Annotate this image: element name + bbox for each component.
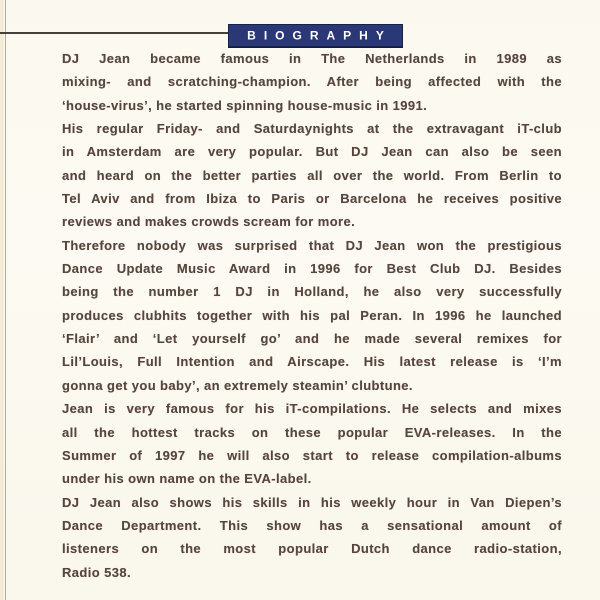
text-line: ‘house-virus’, he started spinning house-music in 1991. — [62, 97, 428, 113]
text-line: mixing- and scratching-champion. After being affected with the — [62, 74, 562, 90]
text-line: His regular Friday- and Saturdaynights at the extravagant iT-club — [62, 121, 562, 137]
biography-title: BIOGRAPHY — [247, 28, 392, 42]
text-line: under his own name on the EVA-label. — [62, 471, 312, 487]
text-line: produces clubhits together with his pal Peran. In 1996 he launched — [62, 307, 562, 323]
text-line: Dance Update Music Award in 1996 for Best Club DJ. Besides — [62, 261, 562, 277]
text-line: Therefore nobody was surprised that DJ Jean won the prestigious — [62, 237, 562, 253]
page-edge-strip — [0, 0, 4, 600]
text-line: Summer of 1997 he will also start to release compilation-albums — [62, 447, 562, 463]
biography-header — [228, 24, 403, 47]
header-rule — [0, 32, 230, 34]
text-line: Jean is very famous for his iT-compilations. He selects and mixes — [62, 401, 562, 417]
text-line: in Amsterdam are very popular. But DJ Jean can also be seen — [62, 144, 562, 160]
text-line: all the hottest tracks on these popular EVA-releases. In the — [62, 424, 562, 440]
text-line: Lil’Louis, Full Intention and Airscape. His latest release is ‘I’m — [62, 354, 562, 370]
text-line: listeners on the most popular Dutch dance radio-station, — [62, 541, 562, 557]
text-line: reviews and makes crowds scream for more. — [62, 214, 356, 230]
text-line: DJ Jean also shows his skills in his weekly hour in Van Diepen’s — [62, 494, 562, 510]
page-fold-line — [5, 0, 6, 600]
text-line: gonna get you baby’, an extremely steamin’ clubtune. — [62, 377, 413, 393]
text-line: ‘Flair’ and ‘Let yourself go’ and he made several remixes for — [62, 331, 562, 347]
text-line: Dance Department. This show has a sensational amount of — [62, 517, 562, 533]
text-line: and heard on the better parties all over the world. From Berlin to — [62, 167, 562, 183]
text-line: Tel Aviv and from Ibiza to Paris or Barcelona he receives positive — [62, 191, 562, 207]
biography-text — [62, 47, 562, 584]
text-line: Radio 538. — [62, 564, 132, 580]
text-line: DJ Jean became famous in The Netherlands in 1989 as — [62, 51, 562, 66]
text-line: being the number 1 DJ in Holland, he also very successfully — [62, 284, 562, 300]
